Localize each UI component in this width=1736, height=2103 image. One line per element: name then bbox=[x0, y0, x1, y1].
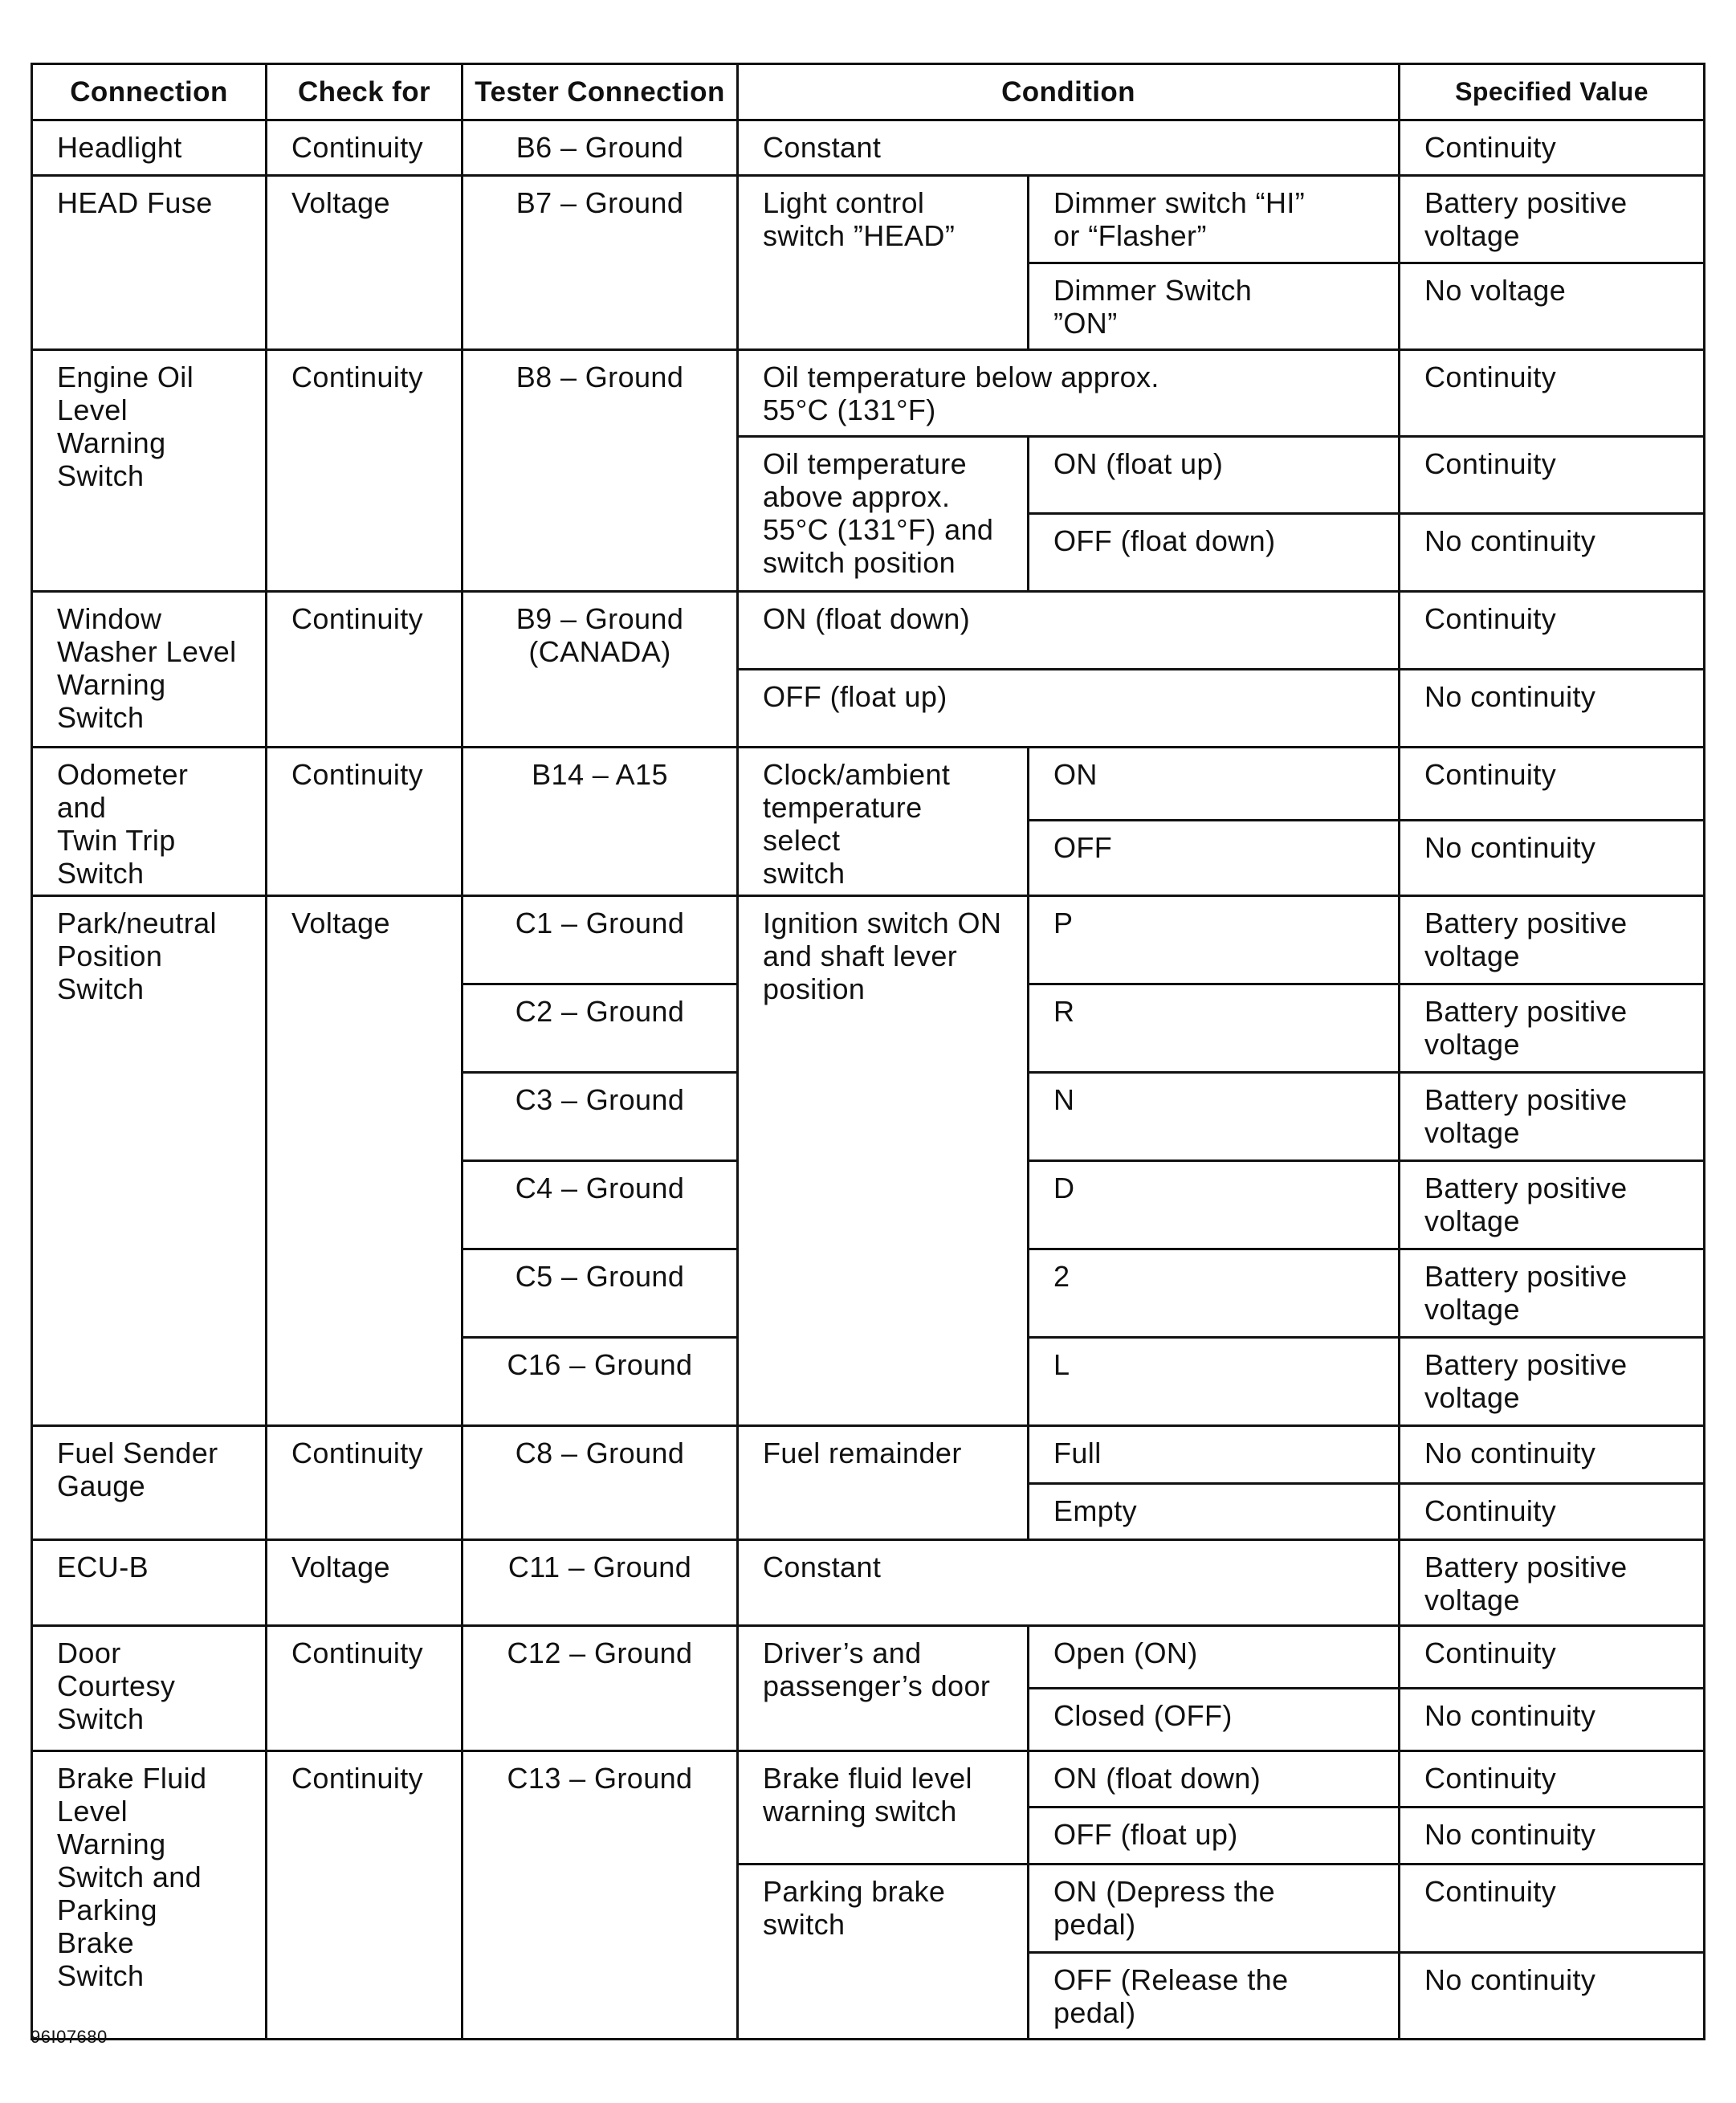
specified-value-cell: Continuity bbox=[1400, 1484, 1705, 1540]
tester-connection-cell: C13 – Ground bbox=[463, 1751, 738, 2040]
condition-cell: Oil temperature below approx. 55°C (131°F) bbox=[738, 350, 1400, 437]
specified-value-cell: Battery positive voltage bbox=[1400, 1249, 1705, 1338]
tester-connection-cell: C16 – Ground bbox=[463, 1338, 738, 1426]
sub-condition-cell: OFF (float down) bbox=[1029, 514, 1400, 592]
specified-value-cell: No continuity bbox=[1400, 1426, 1705, 1484]
table-row bbox=[32, 896, 1705, 984]
specification-sheet bbox=[31, 63, 1703, 2029]
tester-connection-cell: C1 – Ground bbox=[463, 896, 738, 984]
tester-connection-cell: C12 – Ground bbox=[463, 1626, 738, 1751]
sub-condition-cell: 2 bbox=[1029, 1249, 1400, 1338]
specified-value-cell: Continuity bbox=[1400, 120, 1705, 176]
specified-value-cell: Continuity bbox=[1400, 1751, 1705, 1808]
connection-cell: Park/neutral Position Switch bbox=[32, 896, 267, 1426]
specified-value-cell: Continuity bbox=[1400, 1626, 1705, 1689]
header-check-for: Check for bbox=[267, 64, 463, 120]
tester-connection-table bbox=[31, 63, 1705, 2040]
check-for-cell: Continuity bbox=[267, 1426, 463, 1540]
figure-code: 96I07680 bbox=[31, 2027, 108, 2047]
condition-cell: ON (float down) bbox=[738, 592, 1400, 670]
specified-value-cell: Battery positive voltage bbox=[1400, 1161, 1705, 1249]
tester-connection-cell: B7 – Ground bbox=[463, 176, 738, 350]
connection-cell: Odometer and Twin Trip Switch bbox=[32, 748, 267, 896]
header-tester-connection: Tester Connection bbox=[463, 64, 738, 120]
connection-cell: ECU-B bbox=[32, 1540, 267, 1626]
sub-condition-cell: Closed (OFF) bbox=[1029, 1689, 1400, 1751]
table-header-row bbox=[32, 64, 1705, 120]
connection-cell: Door Courtesy Switch bbox=[32, 1626, 267, 1751]
sub-condition-cell: L bbox=[1029, 1338, 1400, 1426]
specified-value-cell: Battery positive voltage bbox=[1400, 896, 1705, 984]
table-row bbox=[32, 176, 1705, 263]
connection-cell: Headlight bbox=[32, 120, 267, 176]
table-row bbox=[32, 748, 1705, 821]
tester-connection-cell: C2 – Ground bbox=[463, 984, 738, 1073]
condition-cell: Ignition switch ON and shaft lever position bbox=[738, 896, 1029, 1426]
tester-connection-cell: C3 – Ground bbox=[463, 1073, 738, 1161]
connection-cell: Fuel Sender Gauge bbox=[32, 1426, 267, 1540]
sub-condition-cell: ON (float up) bbox=[1029, 437, 1400, 514]
table-row bbox=[32, 120, 1705, 176]
condition-cell: Driver’s and passenger’s door bbox=[738, 1626, 1029, 1751]
condition-cell: Constant bbox=[738, 120, 1400, 176]
connection-cell: Engine Oil Level Warning Switch bbox=[32, 350, 267, 592]
specified-value-cell: No continuity bbox=[1400, 514, 1705, 592]
specified-value-cell: Battery positive voltage bbox=[1400, 1073, 1705, 1161]
connection-cell: Brake Fluid Level Warning Switch and Parking Brake Switch bbox=[32, 1751, 267, 2040]
check-for-cell: Continuity bbox=[267, 748, 463, 896]
check-for-cell: Continuity bbox=[267, 1626, 463, 1751]
table-row bbox=[32, 350, 1705, 437]
sub-condition-cell: ON bbox=[1029, 748, 1400, 821]
sub-condition-cell: ON (Depress the pedal) bbox=[1029, 1865, 1400, 1953]
tester-connection-cell: B6 – Ground bbox=[463, 120, 738, 176]
specified-value-cell: No continuity bbox=[1400, 1953, 1705, 2040]
condition-cell: Fuel remainder bbox=[738, 1426, 1029, 1540]
table-row bbox=[32, 1540, 1705, 1626]
table-row bbox=[32, 1626, 1705, 1689]
specified-value-cell: No continuity bbox=[1400, 1808, 1705, 1865]
sub-condition-cell: Full bbox=[1029, 1426, 1400, 1484]
sub-condition-cell: OFF (float up) bbox=[1029, 1808, 1400, 1865]
condition-cell: Oil temperature above approx. 55°C (131°F) and switch position bbox=[738, 437, 1029, 592]
sub-condition-cell: OFF bbox=[1029, 821, 1400, 896]
connection-cell: HEAD Fuse bbox=[32, 176, 267, 350]
sub-condition-cell: Dimmer Switch ”ON” bbox=[1029, 263, 1400, 350]
condition-cell: Clock/ambient temperature select switch bbox=[738, 748, 1029, 896]
sub-condition-cell: Empty bbox=[1029, 1484, 1400, 1540]
tester-connection-cell: C5 – Ground bbox=[463, 1249, 738, 1338]
condition-cell: OFF (float up) bbox=[738, 670, 1400, 748]
specified-value-cell: Continuity bbox=[1400, 592, 1705, 670]
tester-connection-cell: B9 – Ground (CANADA) bbox=[463, 592, 738, 748]
specified-value-cell: Battery positive voltage bbox=[1400, 176, 1705, 263]
sub-condition-cell: Open (ON) bbox=[1029, 1626, 1400, 1689]
condition-cell: Brake fluid level warning switch bbox=[738, 1751, 1029, 1865]
sub-condition-cell: N bbox=[1029, 1073, 1400, 1161]
tester-connection-cell: C11 – Ground bbox=[463, 1540, 738, 1626]
condition-cell: Parking brake switch bbox=[738, 1865, 1029, 2040]
check-for-cell: Continuity bbox=[267, 1751, 463, 2040]
specified-value-cell: No continuity bbox=[1400, 670, 1705, 748]
header-specified-value: Specified Value bbox=[1400, 64, 1705, 120]
table-row bbox=[32, 1426, 1705, 1484]
specified-value-cell: Continuity bbox=[1400, 437, 1705, 514]
sub-condition-cell: R bbox=[1029, 984, 1400, 1073]
check-for-cell: Continuity bbox=[267, 592, 463, 748]
connection-cell: Window Washer Level Warning Switch bbox=[32, 592, 267, 748]
condition-cell: Constant bbox=[738, 1540, 1400, 1626]
tester-connection-cell: C8 – Ground bbox=[463, 1426, 738, 1540]
condition-cell: Light control switch ”HEAD” bbox=[738, 176, 1029, 350]
check-for-cell: Voltage bbox=[267, 176, 463, 350]
table-row bbox=[32, 592, 1705, 670]
header-connection: Connection bbox=[32, 64, 267, 120]
specified-value-cell: Battery positive voltage bbox=[1400, 1540, 1705, 1626]
check-for-cell: Continuity bbox=[267, 120, 463, 176]
header-condition: Condition bbox=[738, 64, 1400, 120]
specified-value-cell: Continuity bbox=[1400, 748, 1705, 821]
specified-value-cell: Continuity bbox=[1400, 1865, 1705, 1953]
check-for-cell: Voltage bbox=[267, 1540, 463, 1626]
tester-connection-cell: C4 – Ground bbox=[463, 1161, 738, 1249]
specified-value-cell: No continuity bbox=[1400, 1689, 1705, 1751]
specified-value-cell: Battery positive voltage bbox=[1400, 1338, 1705, 1426]
sub-condition-cell: ON (float down) bbox=[1029, 1751, 1400, 1808]
tester-connection-cell: B14 – A15 bbox=[463, 748, 738, 896]
specified-value-cell: No voltage bbox=[1400, 263, 1705, 350]
specified-value-cell: Battery positive voltage bbox=[1400, 984, 1705, 1073]
sub-condition-cell: OFF (Release the pedal) bbox=[1029, 1953, 1400, 2040]
sub-condition-cell: Dimmer switch “HI” or “Flasher” bbox=[1029, 176, 1400, 263]
specified-value-cell: Continuity bbox=[1400, 350, 1705, 437]
check-for-cell: Continuity bbox=[267, 350, 463, 592]
sub-condition-cell: P bbox=[1029, 896, 1400, 984]
sub-condition-cell: D bbox=[1029, 1161, 1400, 1249]
table-row bbox=[32, 1751, 1705, 1808]
tester-connection-cell: B8 – Ground bbox=[463, 350, 738, 592]
check-for-cell: Voltage bbox=[267, 896, 463, 1426]
specified-value-cell: No continuity bbox=[1400, 821, 1705, 896]
